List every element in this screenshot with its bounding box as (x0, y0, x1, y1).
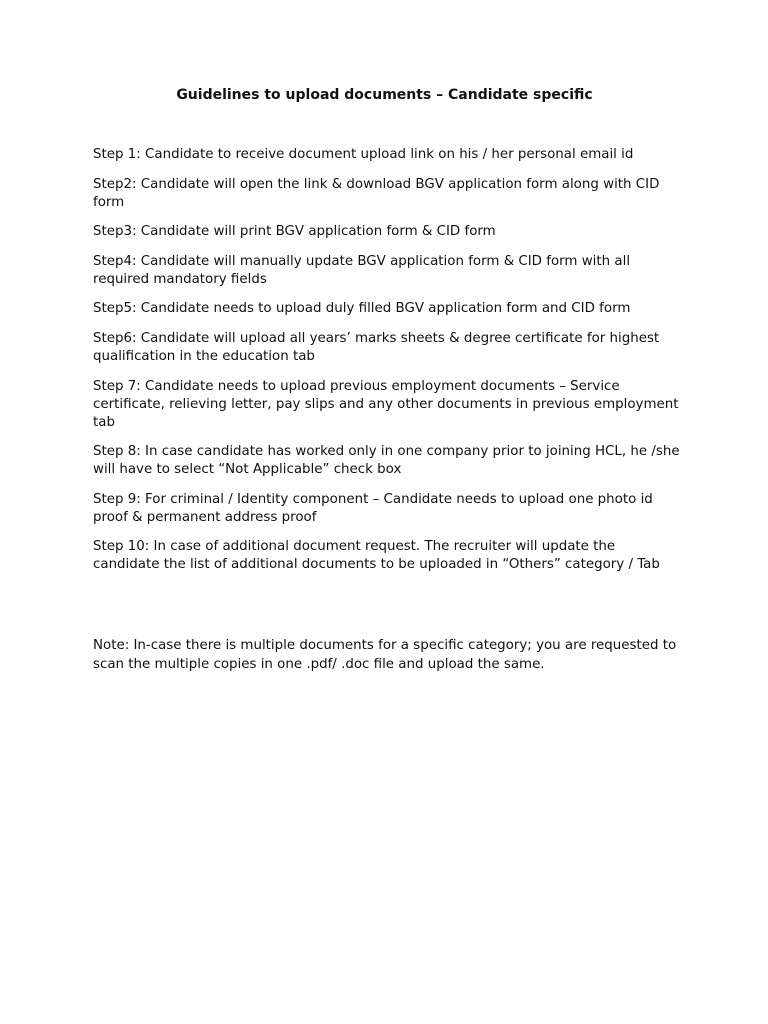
step-9: Step 9: For criminal / Identity component – Candidate needs to upload one photo id proof & permanent address proof (93, 491, 653, 525)
step-3: Step3: Candidate will print BGV application form & CID form (93, 224, 496, 240)
steps-list (93, 146, 683, 586)
document-note: Note: In-case there is multiple documents for a specific category; you are requested to scan the multiple copies in one .pdf/ .doc file and upload the same. (93, 638, 677, 672)
document-title: Guidelines to upload documents – Candidate specific (176, 87, 593, 103)
step-7: Step 7: Candidate needs to upload previous employment documents – Service certificate, relieving letter, pay slips and any other documents in previous employment tab (93, 378, 679, 430)
step-6: Step6: Candidate will upload all years’ marks sheets & degree certificate for highest qualification in the education tab (93, 330, 660, 364)
step-2: Step2: Candidate will open the link & download BGV application form along with CID form (93, 176, 660, 210)
step-4: Step4: Candidate will manually update BGV application form & CID form with all required mandatory fields (93, 253, 631, 287)
step-8: Step 8: In case candidate has worked only in one company prior to joining HCL, he /she will have to select “Not Applicable” check box (93, 444, 680, 478)
step-5: Step5: Candidate needs to upload duly filled BGV application form and CID form (93, 301, 631, 317)
step-1: Step 1: Candidate to receive document upload link on his / her personal email id (93, 147, 634, 162)
step-10: Step 10: In case of additional document request. The recruiter will update the candidate the list of additional documents to be uploaded in “Others” category / Tab (93, 539, 660, 573)
